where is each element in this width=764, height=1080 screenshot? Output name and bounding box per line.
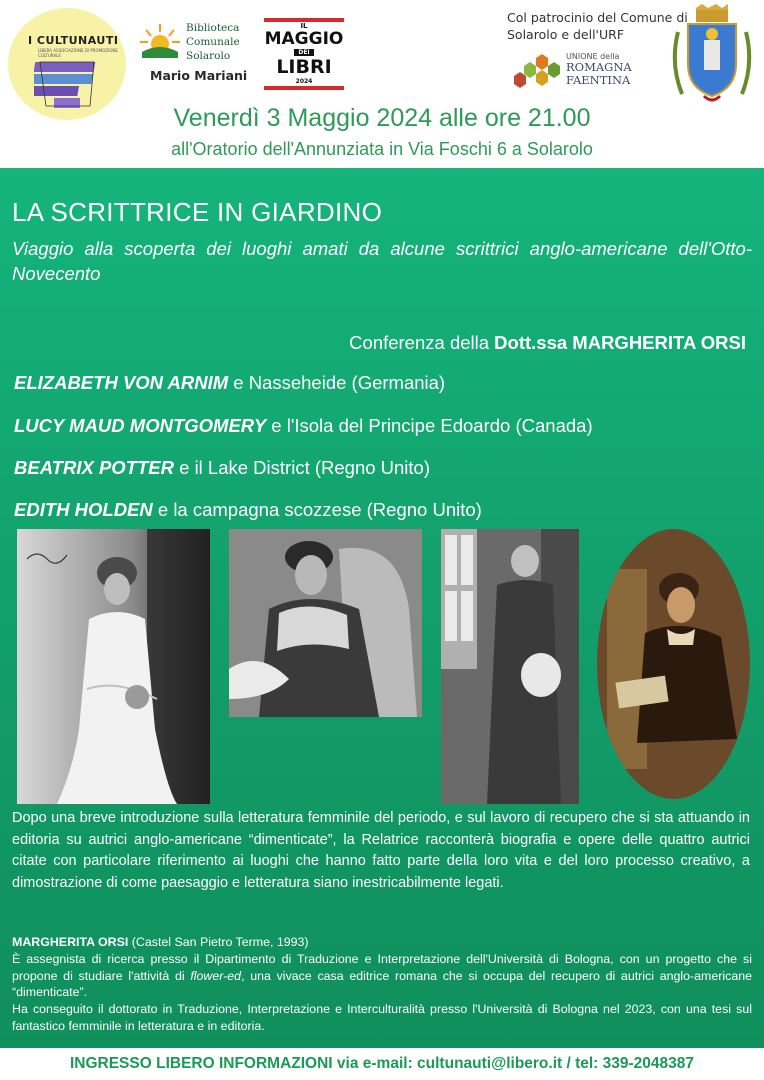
biblioteca-line-2: Comunale xyxy=(186,36,240,48)
urf-logo-line-3: FAENTINA xyxy=(566,73,631,87)
patrocinio-text xyxy=(507,9,688,43)
cultunauti-logo-sub: LIBERA ASSOCIAZIONE DI PROMOZIONE CULTURALE xyxy=(38,48,118,58)
author-name: LUCY MAUD MONTGOMERY xyxy=(14,415,267,436)
author-line-2 xyxy=(14,415,593,437)
bio-name: MARGHERITA ORSI xyxy=(12,935,129,949)
biblioteca-logo xyxy=(138,18,250,88)
maggio-logo-libri: LIBRI xyxy=(276,56,332,78)
conference-subtitle: Viaggio alla scoperta dei luoghi amati da alcune scrittrici anglo-americane dell'Otto-Novecento xyxy=(12,238,752,284)
maggio-dei-libri-logo xyxy=(264,18,344,90)
maggio-logo-il: IL xyxy=(300,22,308,30)
bio-paragraph-2: Ha conseguito il dottorato in Traduzione, Interpretazione e Interculturalità presso l'Università di Bologna nel 2023, con una tesi sul fantastico femminile in letteratura e in editoria. xyxy=(12,1002,752,1033)
solarolo-coat-of-arms-icon xyxy=(668,4,756,108)
urf-logo-line-2: ROMAGNA xyxy=(566,60,632,74)
author-name: BEATRIX POTTER xyxy=(14,457,174,478)
cultunauti-logo-art xyxy=(34,58,100,110)
speaker-line xyxy=(349,332,746,354)
author-name: ELIZABETH VON ARNIM xyxy=(14,372,229,393)
sun-icon xyxy=(138,22,182,62)
conference-title: LA SCRITTRICE IN GIARDINO xyxy=(12,197,383,227)
urf-logo xyxy=(514,50,654,94)
maggio-logo-dei: DEI xyxy=(294,49,314,56)
photo-edith-holden xyxy=(597,529,750,799)
bio-name-suffix: (Castel San Pietro Terme, 1993) xyxy=(128,935,309,949)
patrocinio-line-1: Col patrocinio del Comune di xyxy=(507,10,688,25)
cultunauti-logo-label: I CULTUNAUTI xyxy=(28,34,119,47)
photo-lucy-maud-montgomery xyxy=(229,529,422,717)
bio-heading xyxy=(12,934,752,951)
urf-logo-line-1: UNIONE della xyxy=(566,52,620,61)
event-description: Dopo una breve introduzione sulla letteratura femminile del periodo, e sul lavoro di recupero che si sta attuando in editoria su autrici anglo-americane “dimenticate”, la Relatrice racconterà biografia e opere delle quattro autrici citate con particolare riferimento ai luoghi che hanno fatto parte della loro vita e del loro processo creativo, a dimostrazione di come paesaggio e letteratura siano inestricabilmente legati. xyxy=(12,810,750,891)
event-date: Venerdì 3 Maggio 2024 alle ore 21.00 xyxy=(173,104,591,132)
bio-p1-italic: flower-ed xyxy=(190,968,242,983)
maggio-logo-year: 2024 xyxy=(295,78,313,85)
event-place: all'Oratorio dell'Annunziata in Via Foschi 6 a Solarolo xyxy=(171,139,593,159)
author-line-4 xyxy=(14,499,482,521)
speaker-name: Dott.ssa MARGHERITA ORSI xyxy=(494,332,746,353)
poster-header xyxy=(0,0,764,168)
author-place: e il Lake District (Regno Unito) xyxy=(174,457,431,478)
author-line-1 xyxy=(14,372,445,394)
patrocinio-line-2: Solarolo e dell'URF xyxy=(507,27,625,42)
bio-p1-a: È assegnista di ricerca presso il Dipartimento di Traduzione e Interpretazione dell'Università di Bologna, con un progetto che si propone di studiare l'attività di xyxy=(12,951,752,983)
biblioteca-line-3: Solarolo xyxy=(186,50,231,62)
photo-beatrix-potter xyxy=(441,529,579,804)
author-line-3 xyxy=(14,457,430,479)
speaker-prefix: Conferenza della xyxy=(349,332,490,353)
photo-elizabeth-von-arnim xyxy=(17,529,210,804)
author-place: e l'Isola del Principe Edoardo (Canada) xyxy=(266,415,593,436)
bio-paragraph-1 xyxy=(12,951,752,1001)
biblioteca-name: Mario Mariani xyxy=(150,68,248,83)
maggio-logo-maggio: MAGGIO xyxy=(264,29,344,49)
speaker-bio xyxy=(12,934,752,1035)
bio-p1-c: , una vivace casa editrice romana che si occupa del recupero di autrici anglo-americane “dimenticate”. xyxy=(12,968,752,1000)
author-place: e la campagna scozzese (Regno Unito) xyxy=(152,499,482,520)
author-place: e Nasseheide (Germania) xyxy=(228,372,446,393)
contact-info: INGRESSO LIBERO INFORMAZIONI via e-mail: cultunauti@libero.it / tel: 339-2048387 xyxy=(69,1055,695,1072)
poster-footer xyxy=(0,1048,764,1080)
author-name: EDITH HOLDEN xyxy=(14,499,153,520)
urf-hexagons-icon xyxy=(514,52,564,92)
biblioteca-line-1: Biblioteca xyxy=(186,22,240,34)
